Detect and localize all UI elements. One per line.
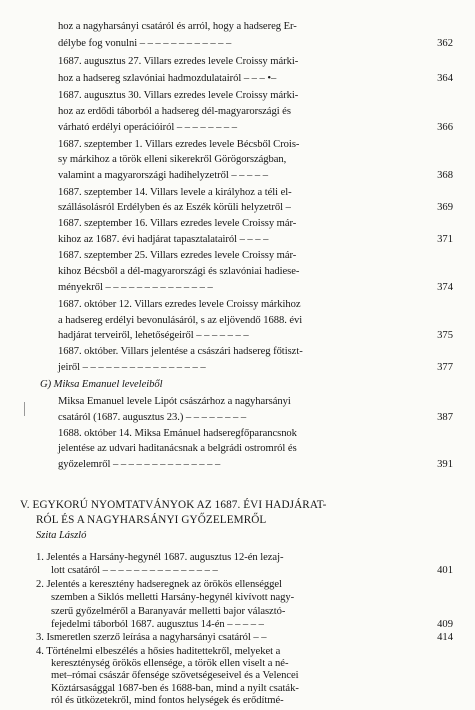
page-number: 374 xyxy=(437,282,453,293)
toc-text: Köztársasággal 1687-ben és 1688-ban, mind a nyilt csaták- xyxy=(51,682,299,694)
author-name: Szita László xyxy=(36,530,87,541)
toc-text: 2. Jelentés a keresztény hadseregnek az örökös ellenséggel xyxy=(36,579,282,591)
toc-line xyxy=(0,297,475,312)
chapter-title: RÓL ÉS A NAGYHARSÁNYI GYŐZELEMRŐL xyxy=(36,514,267,526)
toc-text: Miksa Emanuel levele Lipót császárhoz a nagyharsányi xyxy=(58,396,291,407)
toc-text: hadjárat terveiről, lehetőségeiről – – – – – – – xyxy=(58,330,249,341)
page-number: 369 xyxy=(437,202,453,213)
toc-line xyxy=(0,394,475,409)
toc-line xyxy=(0,313,475,328)
toc-line xyxy=(0,120,475,135)
chapter-author xyxy=(0,528,475,543)
toc-line xyxy=(0,441,475,456)
page-number: 401 xyxy=(437,565,453,577)
toc-text: 1687. október 12. Villars ezredes levele Croissy márkihoz xyxy=(58,299,301,310)
toc-text: 1687. augusztus 27. Villars ezredes levele Croissy márki- xyxy=(58,56,299,67)
toc-line xyxy=(0,137,475,152)
toc-text: délybe fog vonulni – – – – – – – – – – – – xyxy=(58,38,232,49)
toc-text: jeiről – – – – – – – – – – – – – – – – xyxy=(58,362,206,373)
toc-line xyxy=(0,232,475,247)
page-number: 366 xyxy=(437,122,453,133)
toc-text: 1. Jelentés a Harsány-hegynél 1687. augusztus 12-én lezaj- xyxy=(36,552,284,564)
toc-line xyxy=(0,693,475,708)
page-number: 409 xyxy=(437,618,453,630)
toc-text: a hadsereg erdélyi bevonulásáról, s az eljövendő 1688. évi xyxy=(58,315,303,326)
toc-line xyxy=(0,410,475,425)
section-heading-g xyxy=(0,377,475,392)
page-number: 364 xyxy=(437,73,453,84)
chapter-title: V. EGYKORÚ NYOMTATVÁNYOK AZ 1687. ÉVI HADJÁRAT- xyxy=(20,499,327,511)
toc-line xyxy=(0,280,475,295)
toc-text: kihoz Bécsből a dél-magyarországi és szlavóniai hadiese- xyxy=(58,266,300,277)
toc-text: 1687. szeptember 16. Villars ezredes levele Croissy már- xyxy=(58,218,297,229)
toc-line xyxy=(0,71,475,86)
toc-text: 4. Történelmi elbeszélés a hősies haditettekről, melyeket a xyxy=(36,645,281,657)
page-number: 368 xyxy=(437,170,453,181)
toc-line xyxy=(0,344,475,359)
toc-text: 3. Ismeretlen szerző leírása a nagyharsányi csatáról – – xyxy=(36,631,267,643)
toc-line xyxy=(0,185,475,200)
toc-text: hoz az erdődi táborból a hadsereg dél-magyarországi és xyxy=(58,106,291,117)
toc-line xyxy=(0,36,475,51)
toc-text: szállásolásról Erdélyben és az Eszék körüli helyzetről – xyxy=(58,202,291,213)
toc-text: csatáról (1687. augusztus 23.) – – – – – – – – xyxy=(58,412,247,423)
toc-text: 1688. október 14. Miksa Emánuel hadseregfőparancsnok xyxy=(58,428,297,439)
toc-text: győzelemről – – – – – – – – – – – – – – xyxy=(58,459,221,470)
toc-line xyxy=(0,248,475,263)
toc-text: kereszténység örökös ellensége, a török ellen viselt a né- xyxy=(51,658,289,670)
page-number: 377 xyxy=(437,362,453,373)
toc-line xyxy=(0,19,475,34)
page-number: 375 xyxy=(437,330,453,341)
page-number: 362 xyxy=(437,38,453,49)
chapter-heading xyxy=(0,498,475,513)
toc-line xyxy=(0,104,475,119)
toc-text: hoz a hadsereg szlavóniai hadmozdulatairól – – – •– xyxy=(58,73,277,84)
toc-line xyxy=(0,426,475,441)
toc-text: fejedelmi táborból 1687. augusztus 14-én – – – – – xyxy=(51,618,264,630)
toc-line xyxy=(0,264,475,279)
toc-text: várható erdélyi operációiról – – – – – – – – xyxy=(58,122,238,133)
page-number: 387 xyxy=(437,412,453,423)
toc-line xyxy=(0,54,475,69)
toc-line xyxy=(0,457,475,472)
toc-text: sy márkihoz a török elleni sikerekről Görögországban, xyxy=(58,154,287,165)
section-title: G) Miksa Emanuel leveleiből xyxy=(40,379,163,390)
toc-text: kihoz az 1687. évi hadjárat tapasztalatairól – – – – xyxy=(58,234,269,245)
toc-line xyxy=(0,88,475,103)
page-number: 391 xyxy=(437,459,453,470)
toc-text: hoz a nagyharsányi csatáról és arról, hogy a hadsereg Er- xyxy=(58,21,297,32)
toc-text: 1687. szeptember 1. Villars ezredes levele Bécsből Crois- xyxy=(58,139,300,150)
toc-text: 1687. szeptember 14. Villars levele a királyhoz a téli el- xyxy=(58,187,292,198)
toc-text: jelentése az udvari haditanácsnak a belgrádi ostromról és xyxy=(58,443,297,454)
toc-line xyxy=(0,200,475,215)
toc-line xyxy=(0,360,475,375)
toc-text: met–római császár őfensége szövetségeseivel és a Velencei xyxy=(51,670,299,682)
toc-line xyxy=(0,328,475,343)
toc-line xyxy=(0,168,475,183)
toc-line xyxy=(0,563,475,578)
toc-line xyxy=(0,152,475,167)
toc-text: 1687. augusztus 30. Villars ezredes levele Croissy márki- xyxy=(58,90,299,101)
toc-text: 1687. szeptember 25. Villars ezredes levele Croissy már- xyxy=(58,250,297,261)
toc-text: 1687. október. Villars jelentése a császári hadsereg főtiszt- xyxy=(58,346,303,357)
toc-text: szerű győzelméről a Baranyavár melletti bajor választó- xyxy=(51,605,286,617)
toc-text: szemben a Siklós melletti Harsány-hegynél kivívott nagy- xyxy=(51,592,295,604)
toc-line xyxy=(0,216,475,231)
toc-text: lott csatáról – – – – – – – – – – – – – – – xyxy=(51,565,218,577)
page-number: 371 xyxy=(437,234,453,245)
toc-text: valamint a magyarországi hadihelyzetről – – – – – xyxy=(58,170,268,181)
page-number: 414 xyxy=(437,631,453,643)
toc-text: ról és ütközetekről, mind fontos helységek és erődítmé- xyxy=(51,695,284,706)
toc-line xyxy=(0,630,475,645)
toc-text: ményekről – – – – – – – – – – – – – – xyxy=(58,282,213,293)
chapter-heading xyxy=(0,513,475,528)
